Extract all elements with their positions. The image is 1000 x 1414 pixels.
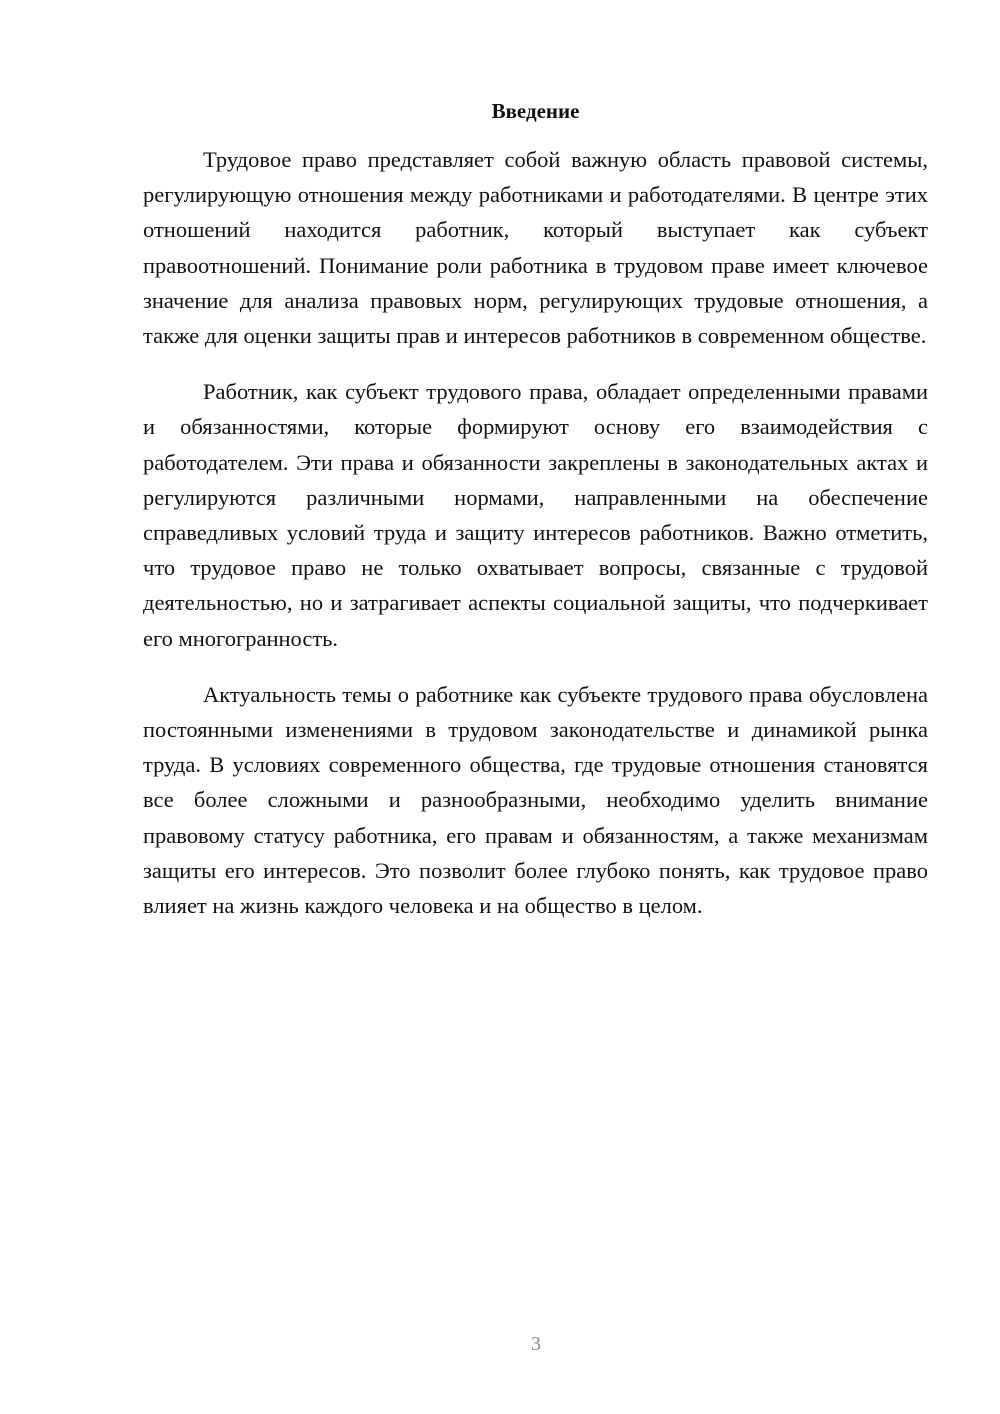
section-heading: Введение <box>491 99 580 123</box>
paragraph-3: Актуальность темы о работнике как субъекте трудового права обусловлена постоянными изменениями в трудовом законодательстве и динамикой рынка труда. В условиях современного общества, где трудовые отношения становятся все более сложными и разнообразными, необходимо уделить внимание правовому статусу работника, его правам и обязанностям, а также механизмам защиты его интересов. Это позволит более глубоко понять, как трудовое право влияет на жизнь каждого человека и на общество в целом. <box>143 681 928 919</box>
paragraph-1: Трудовое право представляет собой важную область правовой системы, регулирующую отношения между работниками и работодателями. В центре этих отношений находится работник, который выступает как субъект правоотношений. Понимание роли работника в трудовом праве имеет ключевое значение для анализа правовых норм, регулирующих трудовые отношения, а также для оценки защиты прав и интересов работников в современном обществе. <box>143 147 928 349</box>
page-number: 3 <box>531 1333 541 1355</box>
body-text <box>143 142 928 944</box>
paragraph-2: Работник, как субъект трудового права, обладает определенными правами и обязанностями, которые формируют основу его взаимодействия с работодателем. Эти права и обязанности закреплены в законодательных актах и регулируются различными нормами, направленными на обеспечение справедливых условий труда и защиту интересов работников. Важно отметить, что трудовое право не только охватывает вопросы, связанные с трудовой деятельностью, но и затрагивает аспекты социальной защиты, что подчеркивает его многогранность. <box>143 379 928 651</box>
